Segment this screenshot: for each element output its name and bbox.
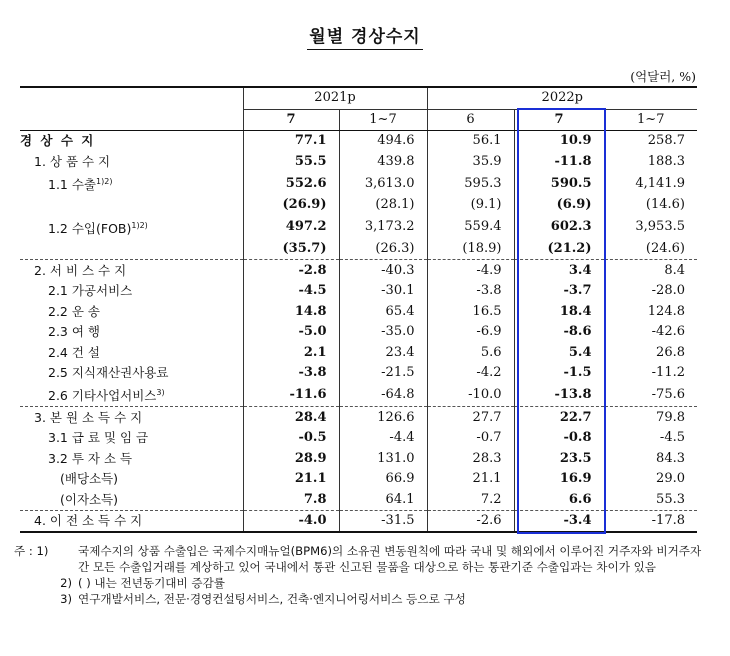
- footnote-3: 3) 연구개발서비스, 전문·경영컨설팅서비스, 건축·엔지니어링서비스 등으로 구성: [60, 592, 466, 606]
- table-cell: 4,141.9: [604, 172, 697, 195]
- row-label: (이자소득): [60, 491, 119, 507]
- table-cell: 66.9: [339, 469, 427, 490]
- table-row: [20, 489, 697, 510]
- table-cell: 494.6: [339, 131, 427, 152]
- table-cell: -11.2: [604, 363, 697, 384]
- table-row: [20, 195, 697, 216]
- table-cell: -64.8: [339, 383, 427, 407]
- table-cell: 5.6: [427, 342, 514, 363]
- table-cell: -0.7: [427, 428, 514, 449]
- table-cell: 26.8: [604, 342, 697, 363]
- table-cell: 28.3: [427, 448, 514, 469]
- table-cell: 602.3: [514, 216, 604, 239]
- row-label: 2.3 여 행: [48, 324, 100, 340]
- table-cell: 552.6: [243, 172, 339, 195]
- table-cell: -31.5: [339, 510, 427, 532]
- table-row: [20, 383, 697, 407]
- col-2021-1-7: 1~7: [339, 109, 427, 131]
- table-cell: 22.7: [514, 407, 604, 428]
- row-label: 2.6 기타사업서비스$^{3)}$: [48, 388, 165, 404]
- table-row: [20, 301, 697, 322]
- table-cell: 21.1: [427, 469, 514, 490]
- table-cell: -3.8: [427, 281, 514, 302]
- row-label: (배당소득): [60, 471, 119, 487]
- table-cell: (35.7): [243, 239, 339, 260]
- table-cell: 3.4: [514, 260, 604, 281]
- table-cell: 56.1: [427, 131, 514, 152]
- table-cell: (26.9): [243, 195, 339, 216]
- table-cell: 126.6: [339, 407, 427, 428]
- header-2022: 2022p: [427, 87, 697, 109]
- table-row: [20, 260, 697, 281]
- table-row: [20, 428, 697, 449]
- col-2022-6: 6: [427, 109, 514, 131]
- table-cell: -3.4: [514, 510, 604, 532]
- table-cell: -21.5: [339, 363, 427, 384]
- table-row: [20, 172, 697, 195]
- table-cell: 23.4: [339, 342, 427, 363]
- row-label: 2.1 가공서비스: [48, 283, 133, 299]
- table-cell: 65.4: [339, 301, 427, 322]
- table-cell: -3.7: [514, 281, 604, 302]
- table-row: [20, 510, 697, 532]
- table-cell: -4.2: [427, 363, 514, 384]
- header-row-months: [20, 109, 697, 131]
- table-cell: 595.3: [427, 172, 514, 195]
- table-cell: -3.8: [243, 363, 339, 384]
- table-cell: -1.5: [514, 363, 604, 384]
- header-2021: 2021p: [243, 87, 427, 109]
- row-label: 2. 서 비 스 수 지: [20, 260, 243, 281]
- col-2022-1-7: 1~7: [604, 109, 697, 131]
- table-cell: 3,613.0: [339, 172, 427, 195]
- table-cell: 64.1: [339, 489, 427, 510]
- table-cell: 497.2: [243, 216, 339, 239]
- footnote-1: 주 : 1) 국제수지의 상품 수출입은 국제수지매뉴얼(BPM6)의 소유권 변동원칙에 따라 국내 및 해외에서 이루어진 거주자와 비거주자 간 모든 수출입거래를 계상하고 있어 국내에서 통관 신고된 물품을 대상으로 하는 통관기준 수출입과는 차이가 있음: [14, 544, 702, 574]
- table-cell: -2.8: [243, 260, 339, 281]
- table-cell: 6.6: [514, 489, 604, 510]
- footnotes: [14, 543, 714, 607]
- table-cell: 5.4: [514, 342, 604, 363]
- table-cell: 7.2: [427, 489, 514, 510]
- table-cell: (18.9): [427, 239, 514, 260]
- table-cell: 77.1: [243, 131, 339, 152]
- table-cell: 16.9: [514, 469, 604, 490]
- col-2021-7: 7: [243, 109, 339, 131]
- table-cell: -5.0: [243, 322, 339, 343]
- table-cell: 35.9: [427, 152, 514, 173]
- table-row: [20, 239, 697, 260]
- table-cell: 14.8: [243, 301, 339, 322]
- table-cell: -0.5: [243, 428, 339, 449]
- footnote-2: 2) ( ) 내는 전년동기대비 증감률: [60, 576, 225, 590]
- table-cell: -4.4: [339, 428, 427, 449]
- row-label: 3. 본 원 소 득 수 지: [20, 407, 243, 428]
- table-cell: -0.8: [514, 428, 604, 449]
- table-cell: 21.1: [243, 469, 339, 490]
- table-cell: (24.6): [604, 239, 697, 260]
- table-cell: 439.8: [339, 152, 427, 173]
- table-cell: 124.8: [604, 301, 697, 322]
- table-cell: 8.4: [604, 260, 697, 281]
- table-cell: 3,953.5: [604, 216, 697, 239]
- table-cell: 7.8: [243, 489, 339, 510]
- table-cell: 29.0: [604, 469, 697, 490]
- table-cell: -4.5: [243, 281, 339, 302]
- table-cell: -4.0: [243, 510, 339, 532]
- table-cell: 16.5: [427, 301, 514, 322]
- current-account-table: [20, 86, 697, 533]
- table-cell: 28.9: [243, 448, 339, 469]
- row-label: 2.2 운 송: [48, 303, 100, 319]
- table-cell: 55.5: [243, 152, 339, 173]
- table-cell: -6.9: [427, 322, 514, 343]
- table-cell: (28.1): [339, 195, 427, 216]
- table-cell: -2.6: [427, 510, 514, 532]
- row-label: 3.1 급 료 및 임 금: [48, 430, 149, 446]
- table-row: [20, 407, 697, 428]
- table-cell: -4.5: [604, 428, 697, 449]
- table-cell: 188.3: [604, 152, 697, 173]
- unit-label: (억달러, %): [630, 69, 696, 84]
- table-cell: 28.4: [243, 407, 339, 428]
- table-row: [20, 131, 697, 152]
- table-cell: 79.8: [604, 407, 697, 428]
- table-cell: -30.1: [339, 281, 427, 302]
- page-title: 월별 경상수지: [0, 22, 730, 47]
- table-cell: 84.3: [604, 448, 697, 469]
- table-row: [20, 342, 697, 363]
- table-cell: 2.1: [243, 342, 339, 363]
- table-cell: 131.0: [339, 448, 427, 469]
- row-label: [20, 239, 243, 260]
- table-cell: (21.2): [514, 239, 604, 260]
- table-cell: 258.7: [604, 131, 697, 152]
- row-label: [20, 195, 243, 216]
- table-cell: 18.4: [514, 301, 604, 322]
- table-row: [20, 448, 697, 469]
- table-row: [20, 152, 697, 173]
- row-label: 2.4 건 설: [48, 344, 100, 360]
- table-row: [20, 469, 697, 490]
- table-cell: -4.9: [427, 260, 514, 281]
- table-cell: -11.6: [243, 383, 339, 407]
- table-cell: -10.0: [427, 383, 514, 407]
- table-cell: -8.6: [514, 322, 604, 343]
- table-cell: 23.5: [514, 448, 604, 469]
- table-cell: -17.8: [604, 510, 697, 532]
- row-label: 3.2 투 자 소 득: [48, 450, 133, 466]
- row-label: 1.1 수출$^{1)2)}$: [48, 177, 113, 193]
- row-label: 4. 이 전 소 득 수 지: [20, 510, 243, 532]
- table-cell: (6.9): [514, 195, 604, 216]
- table-cell: -40.3: [339, 260, 427, 281]
- table-cell: 3,173.2: [339, 216, 427, 239]
- table-cell: 10.9: [514, 131, 604, 152]
- table-cell: -35.0: [339, 322, 427, 343]
- table-cell: -75.6: [604, 383, 697, 407]
- table-row: [20, 322, 697, 343]
- table-row: [20, 216, 697, 239]
- header-row-years: [20, 87, 697, 109]
- table-cell: 559.4: [427, 216, 514, 239]
- table-row: [20, 281, 697, 302]
- table-cell: 590.5: [514, 172, 604, 195]
- table-cell: 55.3: [604, 489, 697, 510]
- table-cell: (26.3): [339, 239, 427, 260]
- table-cell: -28.0: [604, 281, 697, 302]
- table-cell: (14.6): [604, 195, 697, 216]
- table-cell: -42.6: [604, 322, 697, 343]
- row-label: 1.2 수입(FOB)$^{1)2)}$: [48, 220, 148, 236]
- table-row: [20, 363, 697, 384]
- table-cell: -13.8: [514, 383, 604, 407]
- row-label: 경 상 수 지: [20, 133, 96, 149]
- col-2022-7: 7: [514, 109, 604, 131]
- row-label: 2.5 지식재산권사용료: [48, 365, 169, 381]
- row-label: 1. 상 품 수 지: [34, 153, 111, 169]
- table-cell: (9.1): [427, 195, 514, 216]
- table-cell: -11.8: [514, 152, 604, 173]
- table-cell: 27.7: [427, 407, 514, 428]
